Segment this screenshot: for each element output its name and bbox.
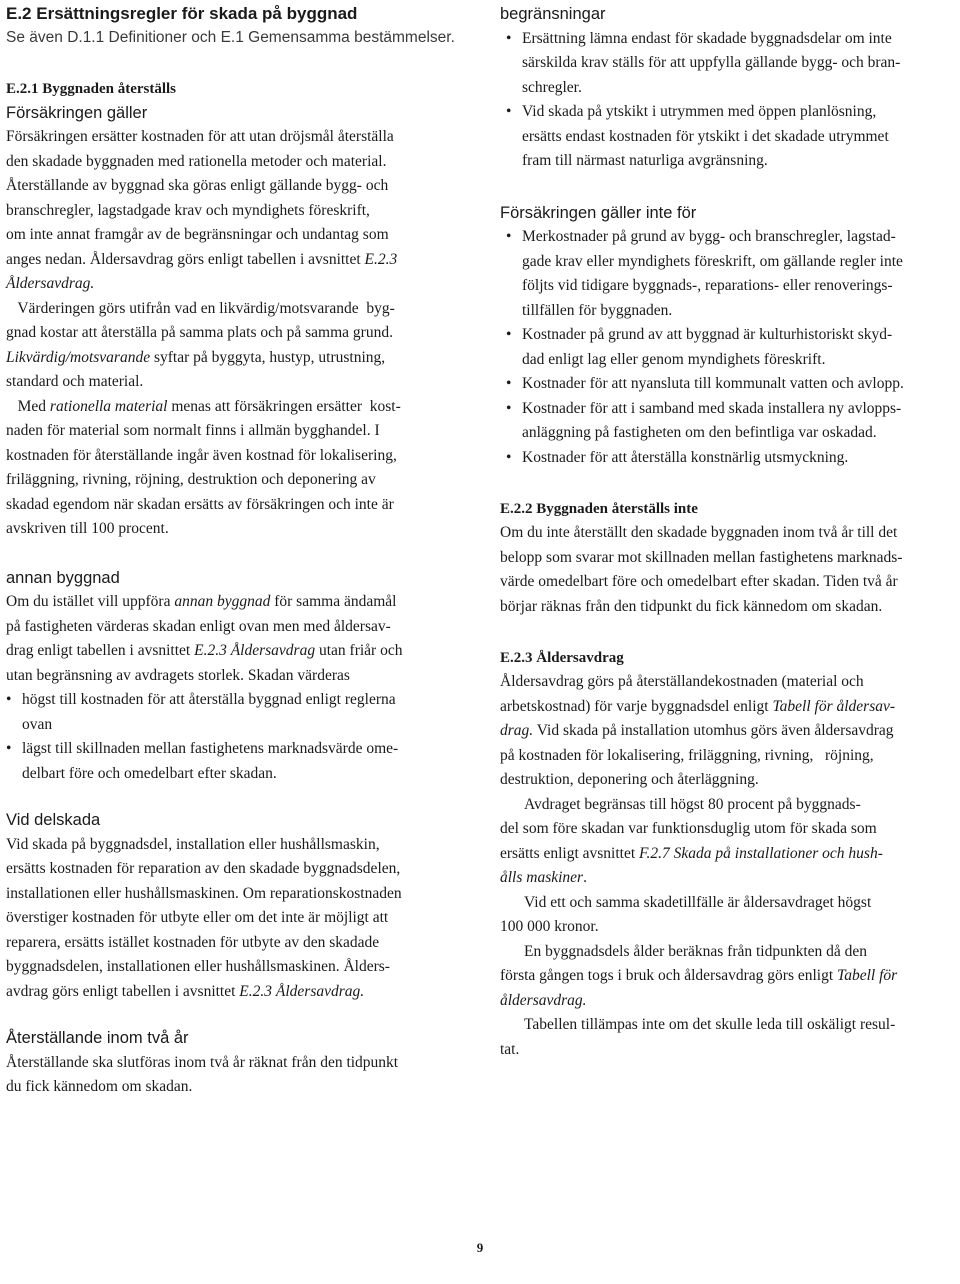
ref-tabell-aldersavdrag: Tabell för åldersav- [772, 697, 896, 715]
ref-tabell: Tabell för [837, 967, 898, 984]
text-span: . [583, 869, 587, 886]
paragraph-p4 [6, 395, 474, 542]
heading-e21: E.2.1 Byggnaden återställs [6, 80, 177, 97]
text-line [6, 248, 474, 273]
text-line: tat. [500, 1040, 520, 1058]
text-line: tillfällen för byggnaden. [522, 301, 673, 319]
text-line: högst till kostnaden för att återställa byggnad enligt reglerna [22, 691, 396, 708]
text-line: Kostnader för att återställa konstnärlig utsmyckning. [522, 448, 849, 466]
bullet-icon: • [506, 448, 512, 466]
see-also-mid: och [186, 29, 221, 46]
text-line: avskriven till 100 procent. [6, 520, 169, 537]
section-title: E.2 Ersättningsregler för skada på byggnad [6, 4, 358, 23]
text-line: värde omedelbart före och omedelbart efter skadan. Tiden två år [500, 573, 898, 590]
text-span: drag enligt tabellen i avsnittet [6, 642, 195, 659]
text-line [500, 866, 956, 891]
paragraph-samma [500, 891, 956, 940]
ref-e23-aldersavdrag: E.2.3 Åldersavdrag [194, 642, 316, 659]
text-line: En byggnadsdels ålder beräknas från tidpunkten då den [524, 942, 868, 960]
text-line: del som före skadan var funktionsduglig utom för skada som [500, 820, 877, 837]
paragraph-p1 [6, 125, 474, 297]
list-item [506, 446, 956, 471]
see-also-prefix: Se även [6, 29, 68, 46]
text-line [6, 346, 474, 371]
heading-galler-inte-for: Försäkringen gäller inte för [500, 203, 697, 222]
text-span: Vid skada på installation utomhus görs även åldersavdrag [533, 722, 894, 739]
text-line: följts vid tidigare byggnads-, reparations- eller renoverings- [522, 277, 893, 294]
ref-f27: F.2.7 Skada på installationer och hush- [639, 844, 883, 862]
list-item [506, 100, 956, 174]
text-line: kostnaden för återställande ingår även kostnad för lokalisering, [6, 446, 397, 464]
text-line: ersätts kostnaden för reparation av den skadade byggnadsdelen, [6, 860, 401, 877]
text-line: om inte annat framgår av de begränsningar och undantag som [6, 226, 389, 243]
text-line: branschregler, lagstadgade krav och myndighets föreskrift, [6, 201, 370, 219]
term-likvardig: Likvärdig/motsvarande [6, 348, 151, 366]
bullet-icon: • [506, 103, 512, 120]
text-line: särskilda krav ställs för att uppfylla gällande bygg- och bran- [522, 54, 901, 71]
text-span: syftar på byggyta, hustyp, utrustning, [150, 348, 386, 366]
paragraph-delskada [6, 833, 474, 1005]
bullet-icon: • [506, 399, 512, 417]
text-line: ersätts endast kostnaden för ytskikt i det skadade utrymmet [522, 127, 889, 145]
text-line: installationen eller hushållsmaskinen. Om reparationskostnaden [6, 884, 402, 902]
text-line: överstiger kostnaden för utbyte eller om det inte är möjligt att [6, 909, 389, 926]
text-line: reparera, ersätts istället kostnaden för utbyte av den skadade [6, 933, 380, 951]
text-line: Tabellen tillämpas inte om det skulle leda till oskäligt resul- [524, 1016, 896, 1033]
paragraph-p2 [6, 297, 474, 346]
bullet-icon: • [506, 326, 512, 343]
text-span: avdrag görs enligt tabellen i avsnittet [6, 982, 240, 1000]
text-line: skadad egendom när skadan ersätts av försäkringen och inte är [6, 495, 394, 513]
text-span: Om du istället vill uppföra [6, 593, 175, 610]
text-span: ersätts enligt avsnittet [500, 844, 640, 862]
text-line: Avdraget begränsas till högst 80 procent på byggnads- [524, 795, 861, 813]
annan-bullet-list [6, 688, 474, 786]
paragraph-e22 [500, 521, 956, 619]
text-line: dad enligt lag eller genom myndighets föreskrift. [522, 350, 826, 368]
paragraph-e23 [500, 670, 956, 793]
text-line: Kostnader för att i samband med skada installera ny avlopps- [522, 399, 902, 417]
text-line: Vid skada på ytskikt i utrymmen med öppen planlösning, [522, 103, 877, 120]
text-line: Om du inte återställt den skadade byggnaden inom två år till det [500, 524, 898, 541]
bullet-icon: • [6, 740, 12, 757]
text-line: Vid ett och samma skadetillfälle är åldersavdraget högst [524, 893, 872, 911]
paragraph-alder [500, 940, 956, 1014]
left-column [0, 0, 474, 1100]
term-annan-byggnad: annan byggnad [174, 593, 271, 610]
see-also-ref-gemensamma: E.1 Gemensamma bestämmelser [220, 29, 451, 46]
list-item [506, 225, 956, 323]
text-line: standard och material. [6, 373, 144, 390]
text-line: du fick kännedom om skadan. [6, 1078, 193, 1095]
text-line: utan begränsning av avdragets storlek. Skadan värderas [6, 666, 350, 684]
heading-e22: E.2.2 Byggnaden återställs inte [500, 501, 698, 517]
text-line: 100 000 kronor. [500, 918, 599, 935]
text-line: börjar räknas från den tidpunkt du fick kännedom om skadan. [500, 597, 883, 615]
text-line: på fastigheten värderas skadan enligt ovan men med åldersav- [6, 617, 391, 635]
text-line: på kostnaden för lokalisering, friläggning, rivning, röjning, [500, 746, 874, 764]
text-span: för samma ändamål [270, 593, 397, 610]
begransningar-bullet-list [500, 27, 956, 174]
bullet-icon: • [506, 29, 512, 47]
text-span: anges nedan. Åldersavdrag görs enligt tabellen i avsnittet [6, 250, 365, 268]
bullet-icon: • [6, 691, 12, 708]
text-span: menas att försäkringen ersätter kost- [167, 397, 401, 415]
text-line: Kostnader på grund av att byggnad är kulturhistoriskt skyd- [522, 326, 893, 343]
heading-e23: E.2.3 Åldersavdrag [500, 650, 624, 666]
text-line: Värderingen görs utifrån vad en likvärdig/motsvarande byg- [6, 299, 395, 317]
text-span: arbetskostnad) för varje byggnadsdel enligt [500, 697, 773, 715]
text-line: Åldersavdrag görs på återställandekostnaden (material och [500, 673, 864, 690]
list-item [6, 737, 474, 786]
ref-f27-end: ålls maskiner [500, 869, 584, 886]
text-line [500, 964, 956, 989]
text-line: schregler. [522, 78, 582, 96]
ref-e23-aldersavdrag: E.2.3 Åldersavdrag. [239, 982, 365, 1000]
text-line [6, 590, 474, 615]
text-line: Återställande av byggnad ska göras enligt gällande bygg- och [6, 177, 389, 194]
text-line [500, 842, 956, 867]
ref-tabell-aldersavdrag-end: drag. [500, 722, 534, 739]
text-line: Försäkringen ersätter kostnaden för att utan dröjsmål återställa [6, 128, 394, 145]
text-line: ovan [22, 715, 53, 733]
text-span: första gången togs i bruk och åldersavdrag görs enligt [500, 967, 838, 984]
text-line: anläggning på fastigheten om den befintliga var oskadad. [522, 424, 877, 441]
heading-begransningar: begränsningar [500, 5, 606, 23]
text-line: fram till närmast naturliga avgränsning. [522, 152, 768, 169]
text-line [6, 980, 474, 1005]
list-item [506, 323, 956, 372]
heading-vid-delskada: Vid delskada [6, 811, 101, 829]
bullet-icon: • [506, 375, 512, 392]
text-line: lägst till skillnaden mellan fastighetens marknadsvärde ome- [22, 740, 399, 757]
paragraph-annan [6, 590, 474, 688]
see-also-ref-definitions: D.1.1 Definitioner [67, 29, 187, 46]
text-line: den skadade byggnaden med rationella metoder och material. [6, 152, 387, 170]
text-line: byggnadsdelen, installationen eller hushållsmaskinen. Ålders- [6, 958, 390, 975]
text-line: gnad kostar att återställa på samma plats och på samma grund. [6, 324, 393, 341]
heading-annan-byggnad: annan byggnad [6, 568, 120, 587]
ref-aldersavdrag: Åldersavdrag. [6, 275, 95, 292]
text-line: belopp som svarar mot skillnaden mellan fastighetens marknads- [500, 548, 903, 566]
paragraph-tabell [500, 1013, 956, 1062]
text-line: Vid skada på byggnadsdel, installation eller hushållsmaskin, [6, 835, 380, 853]
bullet-icon: • [506, 228, 512, 245]
text-line [500, 719, 956, 744]
list-item [506, 397, 956, 446]
text-span: Med [6, 397, 50, 415]
see-also-suffix: . [450, 29, 455, 46]
text-line [500, 695, 956, 720]
text-line: Återställande ska slutföras inom två år räknat från den tidpunkt [6, 1053, 399, 1071]
paragraph-inom [6, 1051, 474, 1100]
heading-forsakringen-galler: Försäkringen gäller [6, 103, 148, 122]
text-span: utan friår och [315, 642, 403, 659]
ref-aldersavdrag-end: åldersavdrag. [500, 991, 587, 1009]
see-also-line [6, 26, 474, 51]
list-item [506, 27, 956, 101]
text-line [6, 639, 474, 664]
text-line [6, 395, 474, 420]
ref-e23: E.2.3 [364, 250, 398, 268]
paragraph-p3 [6, 346, 474, 395]
inte-bullet-list [500, 225, 956, 470]
text-line: naden för material som normalt finns i allmän bygghandel. I [6, 422, 380, 439]
text-line: destruktion, deponering och återläggning. [500, 771, 759, 788]
text-line: delbart före och omedelbart efter skadan. [22, 764, 277, 782]
paragraph-avdrag [500, 793, 956, 891]
text-line: gade krav eller myndighets föreskrift, om gällande regler inte [522, 252, 903, 270]
text-line: friläggning, rivning, röjning, destruktion och deponering av [6, 471, 376, 488]
text-line: Ersättning lämna endast för skadade byggnadsdelar om inte [522, 29, 892, 47]
text-line: Kostnader för att nyansluta till kommunalt vatten och avlopp. [522, 375, 904, 392]
text-line: Merkostnader på grund av bygg- och branschregler, lagstad- [522, 228, 896, 245]
heading-aterstallande-inom-tva-ar: Återställande inom två år [6, 1029, 189, 1047]
list-item [506, 372, 956, 397]
term-rationella-material: rationella material [49, 397, 168, 415]
page-number: 9 [476, 1240, 484, 1255]
list-item [6, 688, 474, 737]
right-column [500, 0, 956, 1062]
